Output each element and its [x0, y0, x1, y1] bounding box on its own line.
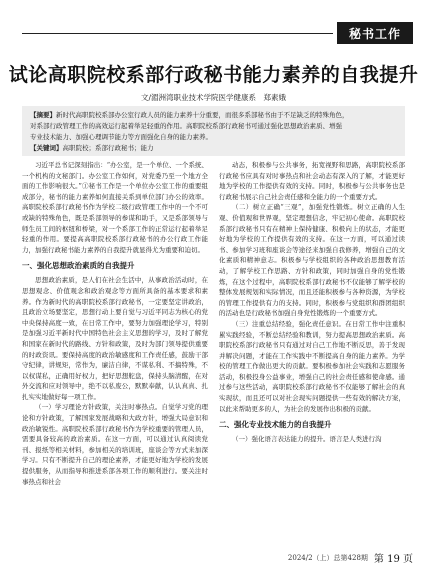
section-heading: 二、强化专业技术能力的自我提升	[219, 420, 332, 430]
keywords-line	[30, 143, 397, 154]
abstract-line	[30, 110, 397, 121]
abstract-line: 对系部行政管理工作的高效运行起着举足轻重的作用。高职院校系部行政秘书可通过强化思想政治素质、增强	[30, 122, 342, 130]
abstract-label: 【摘要】	[30, 111, 56, 119]
body-paragraph: 习近平总书记深刻指出：“办公室，是一个单位、一个系统、一个机构的文秘部门。办公室工作如何，对党委乃至一个地方全面的工作影响很大。”①秘书工作是一个单位办公室工作的重要组成部分，秘书的能力素养如何直接关系到单位部门办公的效率。高职院校系部行政秘书作为学校二级行政管理工作中的一个不可或缺的特殊角色，既是系部领导的参谋和助手，又是系部领导与师生员工间的枢纽和桥梁，对一个系部工作的正常运行起着举足轻重的作用。要提高高职院校系部行政秘书的办公行政工作能力，加强行政秘书能力素养的自我提升就显得尤为重要和迫切。	[22, 161, 208, 254]
abstract-text: 新时代高职院校系部办公室行政人员的能力素养十分重要，而很多系部秘书由于不足缺乏的特殊角色，	[56, 111, 349, 119]
right-column	[219, 160, 405, 445]
left-column	[22, 160, 208, 487]
abstract-box	[22, 106, 405, 156]
section-tab: 秘书工作	[337, 22, 413, 44]
body-paragraph: （三）注重总结经验，强化责任意识。在日常工作中注重积累实践经验，不断总结经验和教训，努力提高思想政治素质。高职院校系部行政秘书只有通过对自己工作地不断反思，善于发现并解决问题，才能在工作实践中不断提高自身的能力素养。为学校的管理工作做出更大的贡献。要积极参加社会实践和志愿服务活动，积极投身公益事业，增强自己的社会责任感和使命感。通过参与这些活动，高职院校系部行政秘书不仅能够了解社会的真实现状，而且还可以对社会现实问题提供一些有效的解决方案，以此来帮助更多的人，为社会的发展作出积极的贡献。	[219, 319, 405, 413]
author-line: 文/湄洲湾职业技术学院医学健康系 郑素娥	[140, 93, 287, 102]
body-paragraph: 动态，积极参与公共事务，拓宽视野和思路，高职院校系部行政秘书应具有对时事热点和社会动态有深入的了解，才能更好地为学校的工作提供有效的支持。同时，积极参与公共事务也是行政秘书展示自己社会责任感和全能力的一个重要方式。	[219, 161, 405, 201]
body-paragraph: （一）强化语言表达能力的提升。语言是人类进行沟	[232, 435, 382, 444]
page-number: 第 19 页	[373, 554, 413, 565]
abstract-line: 专业技术能力、加强心理调节能力等方面强化自身的能力素养。	[30, 133, 212, 141]
section-heading: 一、强化思想政治素质的自我提升	[22, 261, 135, 271]
body-paragraph: 思想政治素质，是人们在社会生活中，从事政治活动时，在思想观念、价值观念和政治观念等方面所具备的基本要求和素养。作为新时代的高职院校系部行政秘书，一定要坚定讲政治，且政治立场要坚定，思想行动上要自觉与习近平同志为核心的党中央保持高度一致，在日常工作中，要努力加强理论学习，特别是加强习近平新时代中国特色社会主义思想的学习，及时了解党和国家在新时代的路线、方针和政策，及时为部门领导提供重要的时政资讯。要保持高度的政治敏感度和工作责任感，鼓励干部守纪律，讲规矩，常作为，廉洁自律，不谋私利、不搞特殊，不以权谋私，正确用好权力，把好思想舵盘，保持头脑清醒，在对外交流和应对领导中，绝不以私废公，默默奉献，认认真真、扎扎实实地做好每一项工作。	[22, 276, 208, 401]
keywords-text: 高职院校；系部行政秘书；能力	[62, 144, 154, 152]
body-paragraph: （一）学习理论方针政策，关注时事热点。自觉学习党的理论和方针政策，了解国家发展战略和大政方针，增强大局意识和政治敏锐性。高职院校系部行政秘书作为学校重要的管理人员，需要具备较高的政治素质。在这一方面，可以通过认真阅读党刊、报纸等相关材料，参加相关的培训班，座谈会等方式来加深学习。只有不断提升自己的理论素养，才能更好地为学校的发展提供服务，从而指导和推进系部各项工作的顺利进行。要关注时事热点和社会	[22, 403, 208, 486]
article-title: 试论高职院校系部行政秘书能力素养的自我提升	[8, 64, 419, 86]
keywords-label: 【关键词】	[30, 144, 63, 152]
page-footer	[288, 550, 413, 565]
body-paragraph: （二）树立正确“三观”，加强党性锻炼。树立正确的人生观、价值观和世界观，坚定理想信念，牢记初心使命。高职院校系部行政秘书只有在精神上保持健康、积极向上的状态，才能更好地为学校的工作提供有效的支持。在这一方面，可以通过读书、参加学习班和座谈会等途径来加强自我修养，增强自己的文化素质和精神意志。积极参与学校组织的各种政治思想教育活动，了解学校工作思路、方针和政策，同时加强自身的党性锻炼，在这个过程中，高职院校系部行政秘书不仅能够了解学校的整体发展规划和实际情况，而且还能积极参与各种资源，为学校的管理工作提供有力的支持。同时，积极参与党组织和群团组织的活动也是行政秘书加强自身党性锻炼的一个重要方式。	[219, 203, 405, 318]
issue-info: 2024/2（上）总第428期	[287, 553, 368, 562]
header-rule	[22, 33, 333, 34]
